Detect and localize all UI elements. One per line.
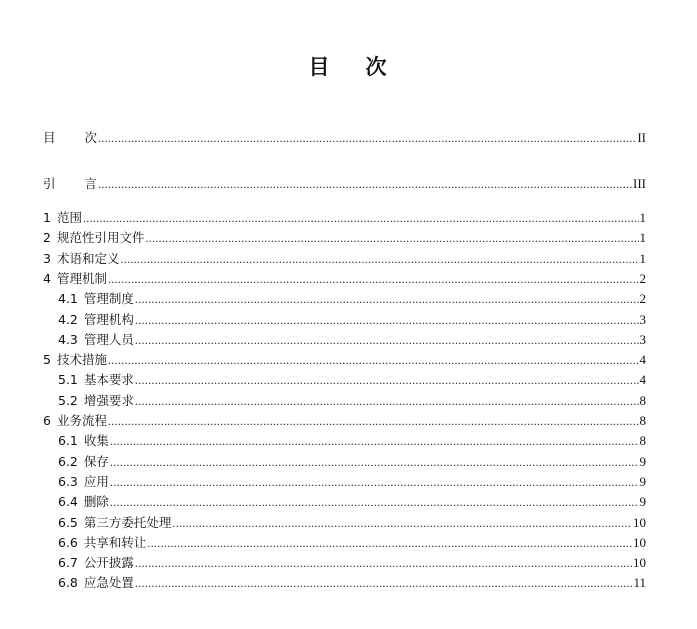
toc-entry-number: 1 xyxy=(43,210,51,225)
toc-entry-label: 管理制度 xyxy=(83,291,134,307)
toc-entry-page: 1 xyxy=(639,250,646,266)
toc-entry[interactable] xyxy=(58,553,646,573)
toc-entry-page: 9 xyxy=(639,473,646,489)
leader-dots xyxy=(135,370,639,390)
toc-entry-number: 4.1 xyxy=(58,291,78,307)
leader-dots xyxy=(135,553,632,573)
leader-dots xyxy=(110,431,639,451)
toc-entry-label: 规范性引用文件 xyxy=(56,230,145,246)
leader-dots xyxy=(98,128,636,148)
toc-entry-number: 6 xyxy=(43,413,51,428)
toc-entry[interactable] xyxy=(58,452,646,472)
toc-entry-page: 1 xyxy=(639,210,646,225)
toc-entry-label: 管理机制 xyxy=(56,270,107,286)
toc-entry-page: 1 xyxy=(639,230,646,246)
toc-entry-label: 范围 xyxy=(56,210,82,225)
leader-dots xyxy=(83,208,639,228)
toc-entry-label: 技术措施 xyxy=(56,352,107,368)
toc-entry[interactable] xyxy=(58,310,646,330)
toc-entry[interactable] xyxy=(58,492,646,512)
toc-entry-page: 3 xyxy=(639,331,646,347)
toc-entry-page: 4 xyxy=(639,352,646,368)
toc-entry[interactable] xyxy=(58,472,646,492)
toc-entry-page: 9 xyxy=(639,494,646,510)
toc-entry-label: 收集 xyxy=(83,433,109,449)
leader-dots xyxy=(147,533,632,553)
leader-dots xyxy=(110,472,639,492)
toc-entry[interactable] xyxy=(58,513,646,533)
toc-entry-label: 公开披露 xyxy=(83,555,134,571)
leader-dots xyxy=(110,492,639,512)
toc-entry-label: 第三方委托处理 xyxy=(83,514,172,530)
toc-entry-label: 管理人员 xyxy=(83,331,134,347)
toc-entry-label: 保存 xyxy=(83,453,109,469)
toc-entry[interactable] xyxy=(43,208,646,228)
toc-entry-number: 2 xyxy=(43,230,51,246)
toc-entry-label: 目 次 xyxy=(43,130,98,145)
toc-entry-page: 10 xyxy=(633,555,646,571)
leader-dots xyxy=(108,269,639,289)
toc-heading xyxy=(0,52,697,82)
toc-entry-page: 2 xyxy=(639,270,646,286)
toc-entry-number: 6.4 xyxy=(58,494,78,510)
toc-entry-page: 4 xyxy=(639,372,646,388)
leader-dots xyxy=(98,174,632,194)
toc-entry-page: 9 xyxy=(639,453,646,469)
toc-entry-number: 6.5 xyxy=(58,514,78,530)
leader-dots xyxy=(135,289,639,309)
toc-entry-label: 基本要求 xyxy=(83,372,134,388)
toc-entry-label: 术语和定义 xyxy=(56,250,120,266)
toc-entry-label: 应急处置 xyxy=(83,575,134,591)
toc-entry-number: 6.2 xyxy=(58,453,78,469)
toc-entry-label: 管理机构 xyxy=(83,311,134,327)
toc-entry-number: 5.1 xyxy=(58,372,78,388)
leader-dots xyxy=(135,573,633,593)
toc-entry[interactable] xyxy=(43,269,646,289)
toc-entry-number: 6.1 xyxy=(58,433,78,449)
toc-heading-char1: 目 xyxy=(308,55,332,79)
toc-entry-page: 8 xyxy=(639,433,646,449)
leader-dots xyxy=(135,391,639,411)
toc-entry-page: 8 xyxy=(639,392,646,408)
toc-entry-number: 4.3 xyxy=(58,331,78,347)
toc-entry[interactable] xyxy=(58,431,646,451)
toc-entry-page: 11 xyxy=(633,575,646,591)
toc-entry-introduction[interactable] xyxy=(43,174,646,194)
toc-entry[interactable] xyxy=(58,289,646,309)
toc-entry-number: 4.2 xyxy=(58,311,78,327)
toc-entry-number: 6.7 xyxy=(58,555,78,571)
leader-dots xyxy=(145,228,638,248)
leader-dots xyxy=(110,452,639,472)
leader-dots xyxy=(135,310,639,330)
toc-entry-label: 业务流程 xyxy=(56,413,107,428)
toc-entry-number: 5 xyxy=(43,352,51,368)
toc-entry[interactable] xyxy=(58,573,646,593)
leader-dots xyxy=(108,411,639,431)
toc-entry-page: 10 xyxy=(633,534,646,550)
toc-entry[interactable] xyxy=(43,350,646,370)
toc-heading-char2: 次 xyxy=(365,55,389,79)
toc-entry-page: 2 xyxy=(639,291,646,307)
toc-entry-number: 6.8 xyxy=(58,575,78,591)
toc-entry-label: 共享和转让 xyxy=(83,534,147,550)
toc-entry-number: 6.3 xyxy=(58,473,78,489)
leader-dots xyxy=(120,249,638,269)
toc-entry-number: 3 xyxy=(43,250,51,266)
toc-entry[interactable] xyxy=(43,228,646,248)
toc-entry[interactable] xyxy=(58,391,646,411)
toc-entry-page: III xyxy=(633,176,646,191)
toc-entry[interactable] xyxy=(58,533,646,553)
leader-dots xyxy=(172,513,632,533)
toc-entry[interactable] xyxy=(58,330,646,350)
toc-entry-number: 4 xyxy=(43,270,51,286)
leader-dots xyxy=(135,330,639,350)
toc-entry-contents[interactable] xyxy=(43,128,646,148)
toc-entry-page: II xyxy=(637,130,646,145)
toc-entry-number: 6.6 xyxy=(58,534,78,550)
toc-entry[interactable] xyxy=(58,370,646,390)
toc-entry-label: 增强要求 xyxy=(83,392,134,408)
toc-entry-page: 3 xyxy=(639,311,646,327)
leader-dots xyxy=(108,350,639,370)
toc-entry-label: 引 言 xyxy=(43,176,98,191)
toc-entry-page: 10 xyxy=(633,514,646,530)
toc-entry[interactable] xyxy=(43,411,646,431)
toc-entry-label: 删除 xyxy=(83,494,109,510)
toc-entry-label: 应用 xyxy=(83,473,109,489)
toc-entry-page: 8 xyxy=(639,413,646,428)
toc-entry[interactable] xyxy=(43,249,646,269)
toc-entry-number: 5.2 xyxy=(58,392,78,408)
